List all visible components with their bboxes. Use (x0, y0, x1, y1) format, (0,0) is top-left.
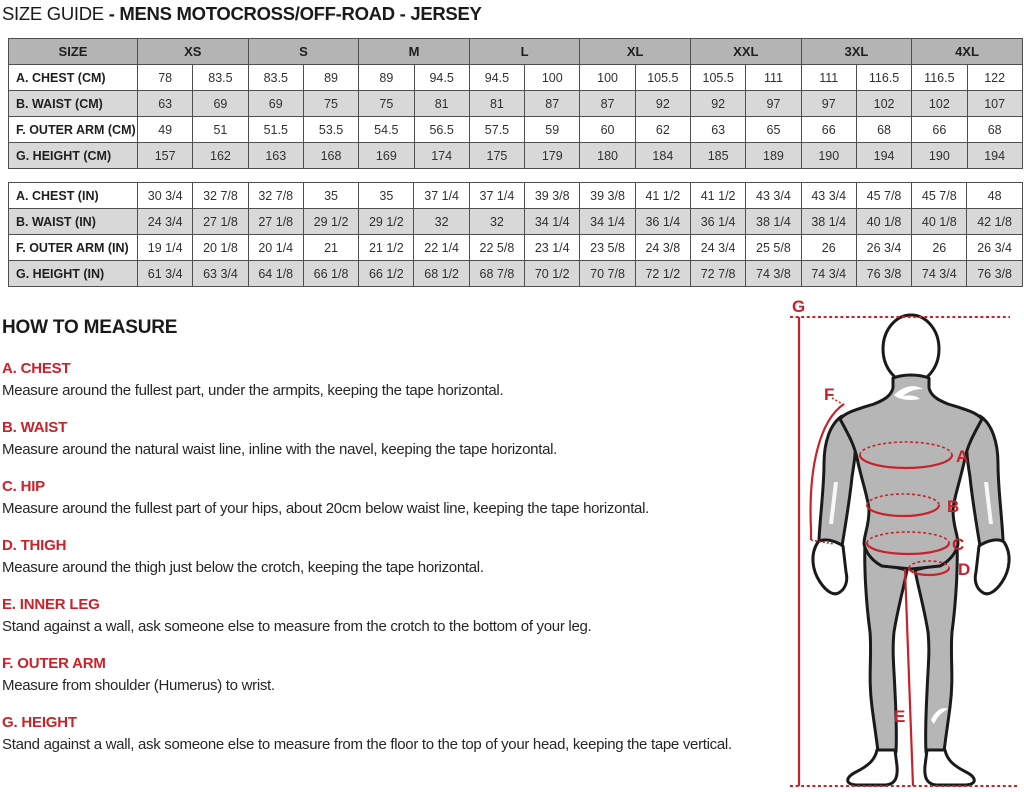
size-value-cell: 70 7/8 (580, 261, 635, 287)
size-value-cell: 69 (193, 91, 248, 117)
size-value-cell: 111 (746, 65, 801, 91)
size-value-cell: 63 (691, 117, 746, 143)
size-value-cell: 30 3/4 (138, 183, 193, 209)
size-value-cell: 105.5 (635, 65, 690, 91)
page-title-prefix: SIZE GUIDE (2, 3, 109, 24)
size-value-cell: 62 (635, 117, 690, 143)
size-value-cell: 24 3/4 (690, 235, 745, 261)
size-value-cell: 190 (912, 143, 967, 169)
size-value-cell: 34 1/4 (580, 209, 635, 235)
figure-head (883, 315, 939, 383)
size-value-cell: 21 (303, 235, 358, 261)
size-value-cell: 43 3/4 (801, 183, 856, 209)
size-value-cell: 69 (248, 91, 303, 117)
figure-right-glove (975, 540, 1009, 594)
size-value-cell: 29 1/2 (359, 209, 414, 235)
size-value-cell: 56.5 (414, 117, 469, 143)
table-row (9, 117, 1023, 143)
size-value-cell: 111 (801, 65, 856, 91)
size-value-cell: 78 (138, 65, 193, 91)
how-to-measure-title: HOW TO MEASURE (2, 317, 178, 338)
measure-item-text: Stand against a wall, ask someone else to measure from the floor to the top of your head, keeping the tape vertical. (2, 736, 732, 753)
size-value-cell: 74 3/4 (912, 261, 967, 287)
size-value-cell: 175 (469, 143, 524, 169)
size-value-cell: 102 (856, 91, 911, 117)
size-value-cell: 26 3/4 (967, 235, 1022, 261)
size-value-cell: 66 (801, 117, 856, 143)
size-value-cell: 72 7/8 (690, 261, 745, 287)
table-row (9, 91, 1023, 117)
size-value-cell: 20 1/8 (193, 235, 248, 261)
size-value-cell: 102 (912, 91, 967, 117)
figure-left-glove (813, 540, 847, 594)
measure-items (2, 360, 780, 754)
size-value-cell: 45 7/8 (912, 183, 967, 209)
size-value-cell: 40 1/8 (912, 209, 967, 235)
size-value-cell: 92 (635, 91, 690, 117)
size-value-cell: 68 7/8 (469, 261, 524, 287)
measure-item (2, 360, 780, 400)
size-value-cell: 169 (359, 143, 414, 169)
size-value-cell: 122 (967, 65, 1022, 91)
size-value-cell: 68 (856, 117, 911, 143)
size-value-cell: 59 (525, 117, 580, 143)
measure-item (2, 419, 780, 459)
size-value-cell: 26 (912, 235, 967, 261)
table-row (9, 143, 1023, 169)
measure-item-text: Measure around the fullest part, under the armpits, keeping the tape horizontal. (2, 382, 504, 399)
size-header-m: M (359, 39, 470, 65)
size-value-cell: 74 3/4 (801, 261, 856, 287)
size-value-cell: 189 (746, 143, 801, 169)
size-value-cell: 40 1/8 (856, 209, 911, 235)
size-value-cell: 19 1/4 (138, 235, 193, 261)
size-column-header: SIZE (9, 39, 138, 65)
measure-item (2, 596, 780, 636)
size-value-cell: 36 1/4 (690, 209, 745, 235)
size-header-xl: XL (580, 39, 691, 65)
size-value-cell: 32 (414, 209, 469, 235)
size-value-cell: 35 (303, 183, 358, 209)
size-value-cell: 87 (580, 91, 635, 117)
size-value-cell: 35 (359, 183, 414, 209)
measure-item (2, 478, 780, 518)
diagram-label-f: F (824, 385, 835, 404)
size-value-cell: 38 1/4 (746, 209, 801, 235)
size-value-cell: 87 (525, 91, 580, 117)
size-value-cell: 68 (967, 117, 1022, 143)
size-value-cell: 63 (138, 91, 193, 117)
size-value-cell: 66 1/2 (359, 261, 414, 287)
size-value-cell: 163 (248, 143, 303, 169)
size-value-cell: 174 (414, 143, 469, 169)
size-value-cell: 25 5/8 (746, 235, 801, 261)
table-row (9, 65, 1023, 91)
size-value-cell: 168 (303, 143, 358, 169)
measure-item-label: C. HIP (2, 478, 45, 495)
size-value-cell: 20 1/4 (248, 235, 303, 261)
size-value-cell: 45 7/8 (856, 183, 911, 209)
table-row (9, 209, 1023, 235)
size-value-cell: 179 (525, 143, 580, 169)
size-value-cell: 26 3/4 (856, 235, 911, 261)
diagram-label-e: E (894, 707, 906, 726)
size-value-cell: 38 1/4 (801, 209, 856, 235)
measure-item (2, 714, 780, 754)
size-value-cell: 94.5 (469, 65, 524, 91)
size-value-cell: 107 (967, 91, 1022, 117)
size-value-cell: 48 (967, 183, 1022, 209)
table-row (9, 235, 1023, 261)
size-value-cell: 22 1/4 (414, 235, 469, 261)
size-value-cell: 81 (469, 91, 524, 117)
size-value-cell: 36 1/4 (635, 209, 690, 235)
how-to-measure-section (2, 317, 780, 754)
table-row (9, 183, 1023, 209)
size-header-l: L (469, 39, 580, 65)
size-value-cell: 24 3/8 (635, 235, 690, 261)
size-value-cell: 27 1/8 (248, 209, 303, 235)
measure-item (2, 655, 780, 695)
inner-leg-line-e (905, 569, 913, 786)
measure-item-text: Measure around the thigh just below the crotch, keeping the tape horizontal. (2, 559, 484, 576)
size-value-cell: 42 1/8 (967, 209, 1022, 235)
row-label: F. OUTER ARM (CM) (9, 117, 138, 143)
size-value-cell: 162 (193, 143, 248, 169)
measure-item-text: Measure around the fullest part of your hips, about 20cm below waist line, keeping the tape horizontal. (2, 500, 650, 517)
size-value-cell: 27 1/8 (193, 209, 248, 235)
diagram-label-b: B (947, 497, 960, 516)
size-value-cell: 76 3/8 (856, 261, 911, 287)
size-value-cell: 65 (746, 117, 801, 143)
size-value-cell: 41 1/2 (690, 183, 745, 209)
size-table-cm (8, 38, 1023, 169)
size-value-cell: 194 (856, 143, 911, 169)
size-value-cell: 39 3/8 (580, 183, 635, 209)
size-table (8, 38, 1022, 287)
size-value-cell: 194 (967, 143, 1022, 169)
size-value-cell: 32 7/8 (193, 183, 248, 209)
size-header-xs: XS (138, 39, 249, 65)
size-value-cell: 100 (580, 65, 635, 91)
size-value-cell: 64 1/8 (248, 261, 303, 287)
size-value-cell: 66 1/8 (303, 261, 358, 287)
size-value-cell: 76 3/8 (967, 261, 1022, 287)
size-value-cell: 116.5 (856, 65, 911, 91)
diagram-label-a: A (956, 447, 969, 466)
size-value-cell: 190 (801, 143, 856, 169)
measurement-diagram (782, 292, 1024, 792)
size-value-cell: 72 1/2 (635, 261, 690, 287)
size-value-cell: 81 (414, 91, 469, 117)
size-header-s: S (248, 39, 359, 65)
size-value-cell: 83.5 (248, 65, 303, 91)
size-value-cell: 75 (303, 91, 358, 117)
size-value-cell: 21 1/2 (359, 235, 414, 261)
figure-right-foot (925, 750, 974, 785)
size-value-cell: 23 5/8 (580, 235, 635, 261)
size-value-cell: 100 (525, 65, 580, 91)
diagram-label-d: D (958, 560, 971, 579)
size-value-cell: 41 1/2 (635, 183, 690, 209)
figure-left-foot (848, 750, 897, 785)
size-value-cell: 66 (912, 117, 967, 143)
size-value-cell: 24 3/4 (138, 209, 193, 235)
measure-item-label: F. OUTER ARM (2, 655, 106, 672)
diagram-label-c: C (952, 535, 965, 554)
size-value-cell: 39 3/8 (525, 183, 580, 209)
size-value-cell: 89 (359, 65, 414, 91)
size-value-cell: 32 7/8 (248, 183, 303, 209)
row-label: G. HEIGHT (CM) (9, 143, 138, 169)
row-label: F. OUTER ARM (IN) (9, 235, 138, 261)
size-value-cell: 23 1/4 (525, 235, 580, 261)
table-row (9, 261, 1023, 287)
size-value-cell: 57.5 (469, 117, 524, 143)
row-label: B. WAIST (IN) (9, 209, 138, 235)
size-value-cell: 37 1/4 (414, 183, 469, 209)
size-value-cell: 51.5 (248, 117, 303, 143)
size-value-cell: 97 (801, 91, 856, 117)
measure-item-label: A. CHEST (2, 360, 71, 377)
measure-item (2, 537, 780, 577)
size-header-4xl: 4XL (912, 39, 1023, 65)
size-value-cell: 75 (359, 91, 414, 117)
size-value-cell: 116.5 (912, 65, 967, 91)
size-header-3xl: 3XL (801, 39, 912, 65)
size-value-cell: 97 (746, 91, 801, 117)
size-value-cell: 37 1/4 (469, 183, 524, 209)
size-value-cell: 94.5 (414, 65, 469, 91)
diagram-label-g: G (792, 297, 806, 316)
row-label: A. CHEST (CM) (9, 65, 138, 91)
size-value-cell: 157 (138, 143, 193, 169)
size-value-cell: 29 1/2 (303, 209, 358, 235)
size-header-xxl: XXL (691, 39, 802, 65)
size-value-cell: 68 1/2 (414, 261, 469, 287)
size-value-cell: 185 (691, 143, 746, 169)
size-value-cell: 43 3/4 (746, 183, 801, 209)
measure-item-text: Stand against a wall, ask someone else to measure from the crotch to the bottom of your leg. (2, 618, 592, 635)
measure-item-label: E. INNER LEG (2, 596, 100, 613)
size-value-cell: 70 1/2 (525, 261, 580, 287)
size-value-cell: 60 (580, 117, 635, 143)
measure-item-text: Measure from shoulder (Humerus) to wrist. (2, 677, 275, 694)
size-value-cell: 61 3/4 (138, 261, 193, 287)
size-value-cell: 92 (691, 91, 746, 117)
size-value-cell: 53.5 (303, 117, 358, 143)
measure-item-label: D. THIGH (2, 537, 67, 554)
page-title-main: - MENS MOTOCROSS/OFF-ROAD - JERSEY (108, 3, 482, 24)
size-value-cell: 49 (138, 117, 193, 143)
size-table-in (8, 182, 1023, 287)
measure-item-label: G. HEIGHT (2, 714, 77, 731)
size-value-cell: 105.5 (691, 65, 746, 91)
size-value-cell: 22 5/8 (469, 235, 524, 261)
size-value-cell: 32 (469, 209, 524, 235)
size-value-cell: 63 3/4 (193, 261, 248, 287)
row-label: B. WAIST (CM) (9, 91, 138, 117)
measure-item-label: B. WAIST (2, 419, 68, 436)
body-figure-diagram (782, 292, 1024, 792)
measure-item-text: Measure around the natural waist line, inline with the navel, keeping the tape horizontal. (2, 441, 558, 458)
size-value-cell: 51 (193, 117, 248, 143)
row-label: G. HEIGHT (IN) (9, 261, 138, 287)
size-value-cell: 54.5 (359, 117, 414, 143)
size-value-cell: 34 1/4 (525, 209, 580, 235)
page-title (2, 3, 1024, 25)
size-value-cell: 74 3/8 (746, 261, 801, 287)
row-label: A. CHEST (IN) (9, 183, 138, 209)
size-value-cell: 26 (801, 235, 856, 261)
size-value-cell: 89 (303, 65, 358, 91)
size-value-cell: 184 (635, 143, 690, 169)
size-value-cell: 83.5 (193, 65, 248, 91)
size-value-cell: 180 (580, 143, 635, 169)
